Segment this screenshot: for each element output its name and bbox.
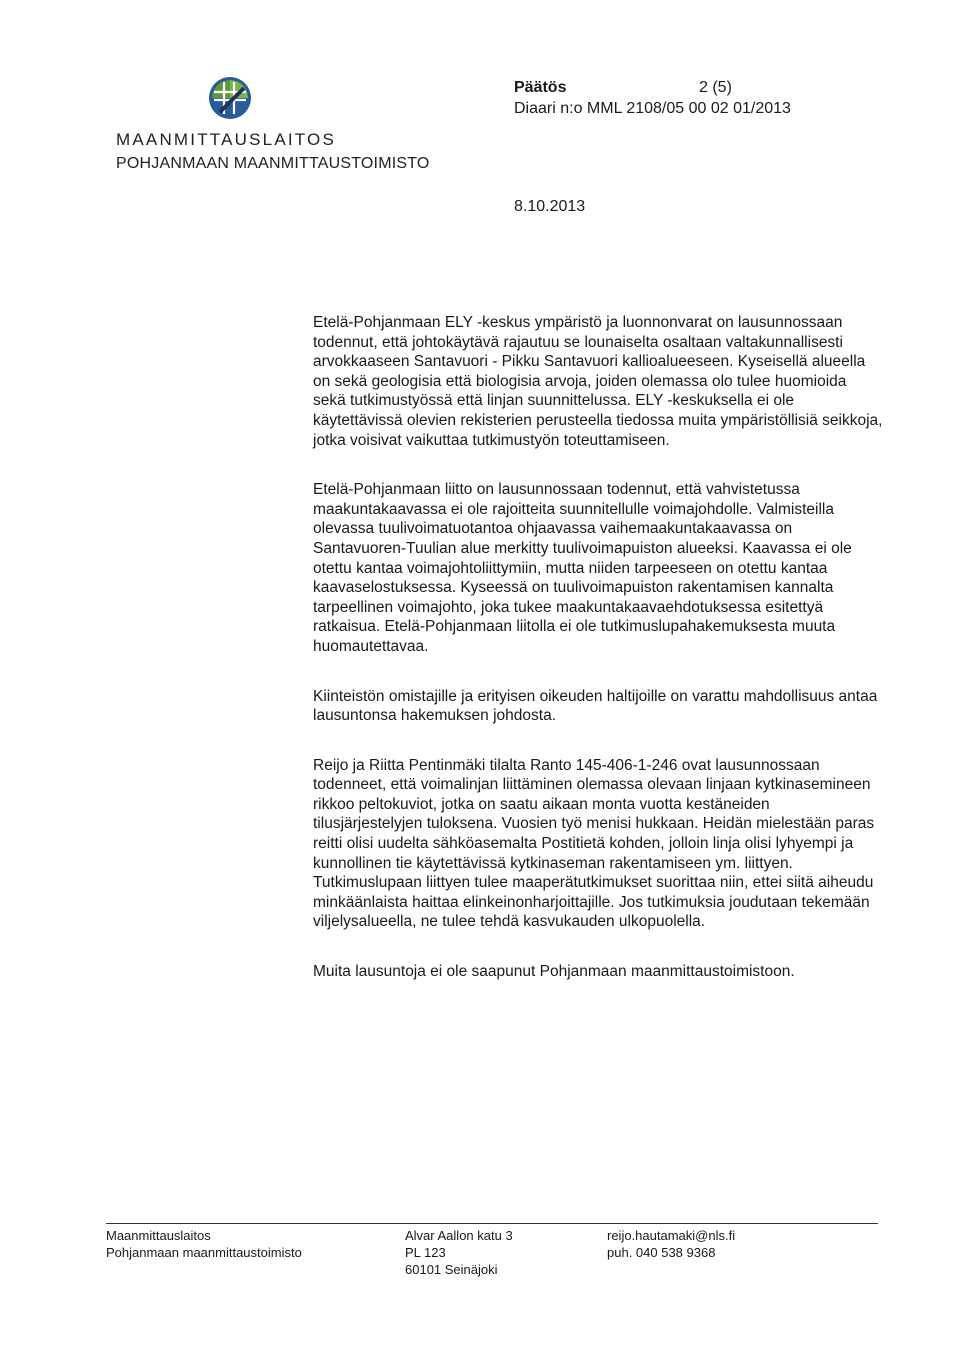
footer-organization bbox=[106, 1227, 302, 1261]
footer-divider bbox=[106, 1223, 878, 1224]
page-number: 2 (5) bbox=[699, 79, 732, 96]
footer-contact bbox=[607, 1227, 735, 1261]
office-name: POHJANMAAN MAANMITTAUSTOIMISTO bbox=[116, 155, 430, 172]
paragraph-ely-statement: Etelä-Pohjanmaan ELY -keskus ympäristö ja luonnonvarat on lausunnossaan todennut, että johtokäytävä rajautuu se lounaiselta osaltaan valtakunnallisesti arvokkaaseen Santavuori - Pikku Santavuori kallioalueeseen. Kyseisellä alueella on sekä geologisia että biologisia arvoja, joiden olemassa olo tulee huomioida sekä tutkimustyössä että linjan suunnittelussa. ELY -keskuksella ei ole käytettävissä olevien rekisterien perusteella tiedossa muita ympäristöllisiä seikkoja, jotka voisivat vaikuttaa tutkimustyön toteuttamiseen. bbox=[313, 314, 883, 449]
footer-po-box: PL 123 bbox=[405, 1245, 446, 1260]
paragraph-regional-council-statement: Etelä-Pohjanmaan liitto on lausunnossaan todennut, että vahvistetussa maakuntakaavassa ei ole rajoitteita suunnitellulle voimajohdolle. Valmisteilla olevassa tuulivoimatuotantoa ohjaavassa vaihemaakuntakaavassa on Santavuoren-Tuulian alue merkitty tuulivoimapuiston alueeksi. Kaavassa ei ole otettu kantaa voimajohtoliittymiin, mutta niiden tarpeeseen on otettu kantaa kaavaselostuksessa. Kyseessä on tuulivoimapuiston rakentamisen kannalta tarpeellinen voimajohto, joka tukee maakuntakaavaehdotuksessa esitettyä ratkaisua. Etelä-Pohjanmaan liitolla ei ole tutkimuslupahakemuksesta muuta huomautettavaa. bbox=[313, 481, 852, 655]
organization-name: MAANMITTAUSLAITOS bbox=[116, 130, 337, 149]
diary-number: Diaari n:o MML 2108/05 00 02 01/2013 bbox=[514, 100, 791, 117]
document-date: 8.10.2013 bbox=[514, 198, 586, 215]
footer-office-line: Pohjanmaan maanmittaustoimisto bbox=[106, 1245, 302, 1260]
footer-street: Alvar Aallon katu 3 bbox=[405, 1228, 513, 1243]
footer-email: reijo.hautamaki@nls.fi bbox=[607, 1228, 736, 1243]
paragraph-pentinmaki-statement: Reijo ja Riitta Pentinmäki tilalta Ranto 145-406-1-246 ovat lausunnossaan todenneet, että voimalinjan liittäminen olemassa olevaan linjaan kytkinasemineen rikkoo peltokuviot, jotka on saatu aikaan monta vuotta kestäneiden tilusjärjestelyjen tuloksena. Vuosien työ menisi hukkaan. Heidän mielestään paras reitti olisi uudelta sähköasemalta Postitietä kohden, jolloin linja olisi lyhyempi ja kunnollinen tie käytettävissä kytkinaseman rakentamiseen ym. liittyen. Tutkimuslupaan liittyen tulee maaperätutkimukset suorittaa niin, ettei siitä aiheudu minkäänlaista haittaa elinkeinonharjoittajille. Jos tutkimuksia joudutaan tekemään viljelysalueella, ne tulee tehdä kasvukauden ulkopuolella. bbox=[313, 756, 875, 931]
document-type: Päätös bbox=[514, 79, 567, 96]
footer-org-line: Maanmittauslaitos bbox=[106, 1228, 211, 1243]
maanmittauslaitos-logo-icon bbox=[206, 74, 254, 122]
paragraph-owners-opportunity: Kiinteistön omistajille ja erityisen oikeuden haltijoille on varattu mahdollisuus antaa lausuntonsa hakemuksen johdosta. bbox=[313, 687, 878, 725]
paragraph-no-other-statements: Muita lausuntoja ei ole saapunut Pohjanmaan maanmittaustoimistoon. bbox=[313, 963, 795, 981]
footer-address bbox=[405, 1227, 513, 1278]
footer-phone: puh. 040 538 9368 bbox=[607, 1245, 716, 1260]
footer-postal: 60101 Seinäjoki bbox=[405, 1262, 498, 1277]
document-body bbox=[313, 313, 883, 1012]
